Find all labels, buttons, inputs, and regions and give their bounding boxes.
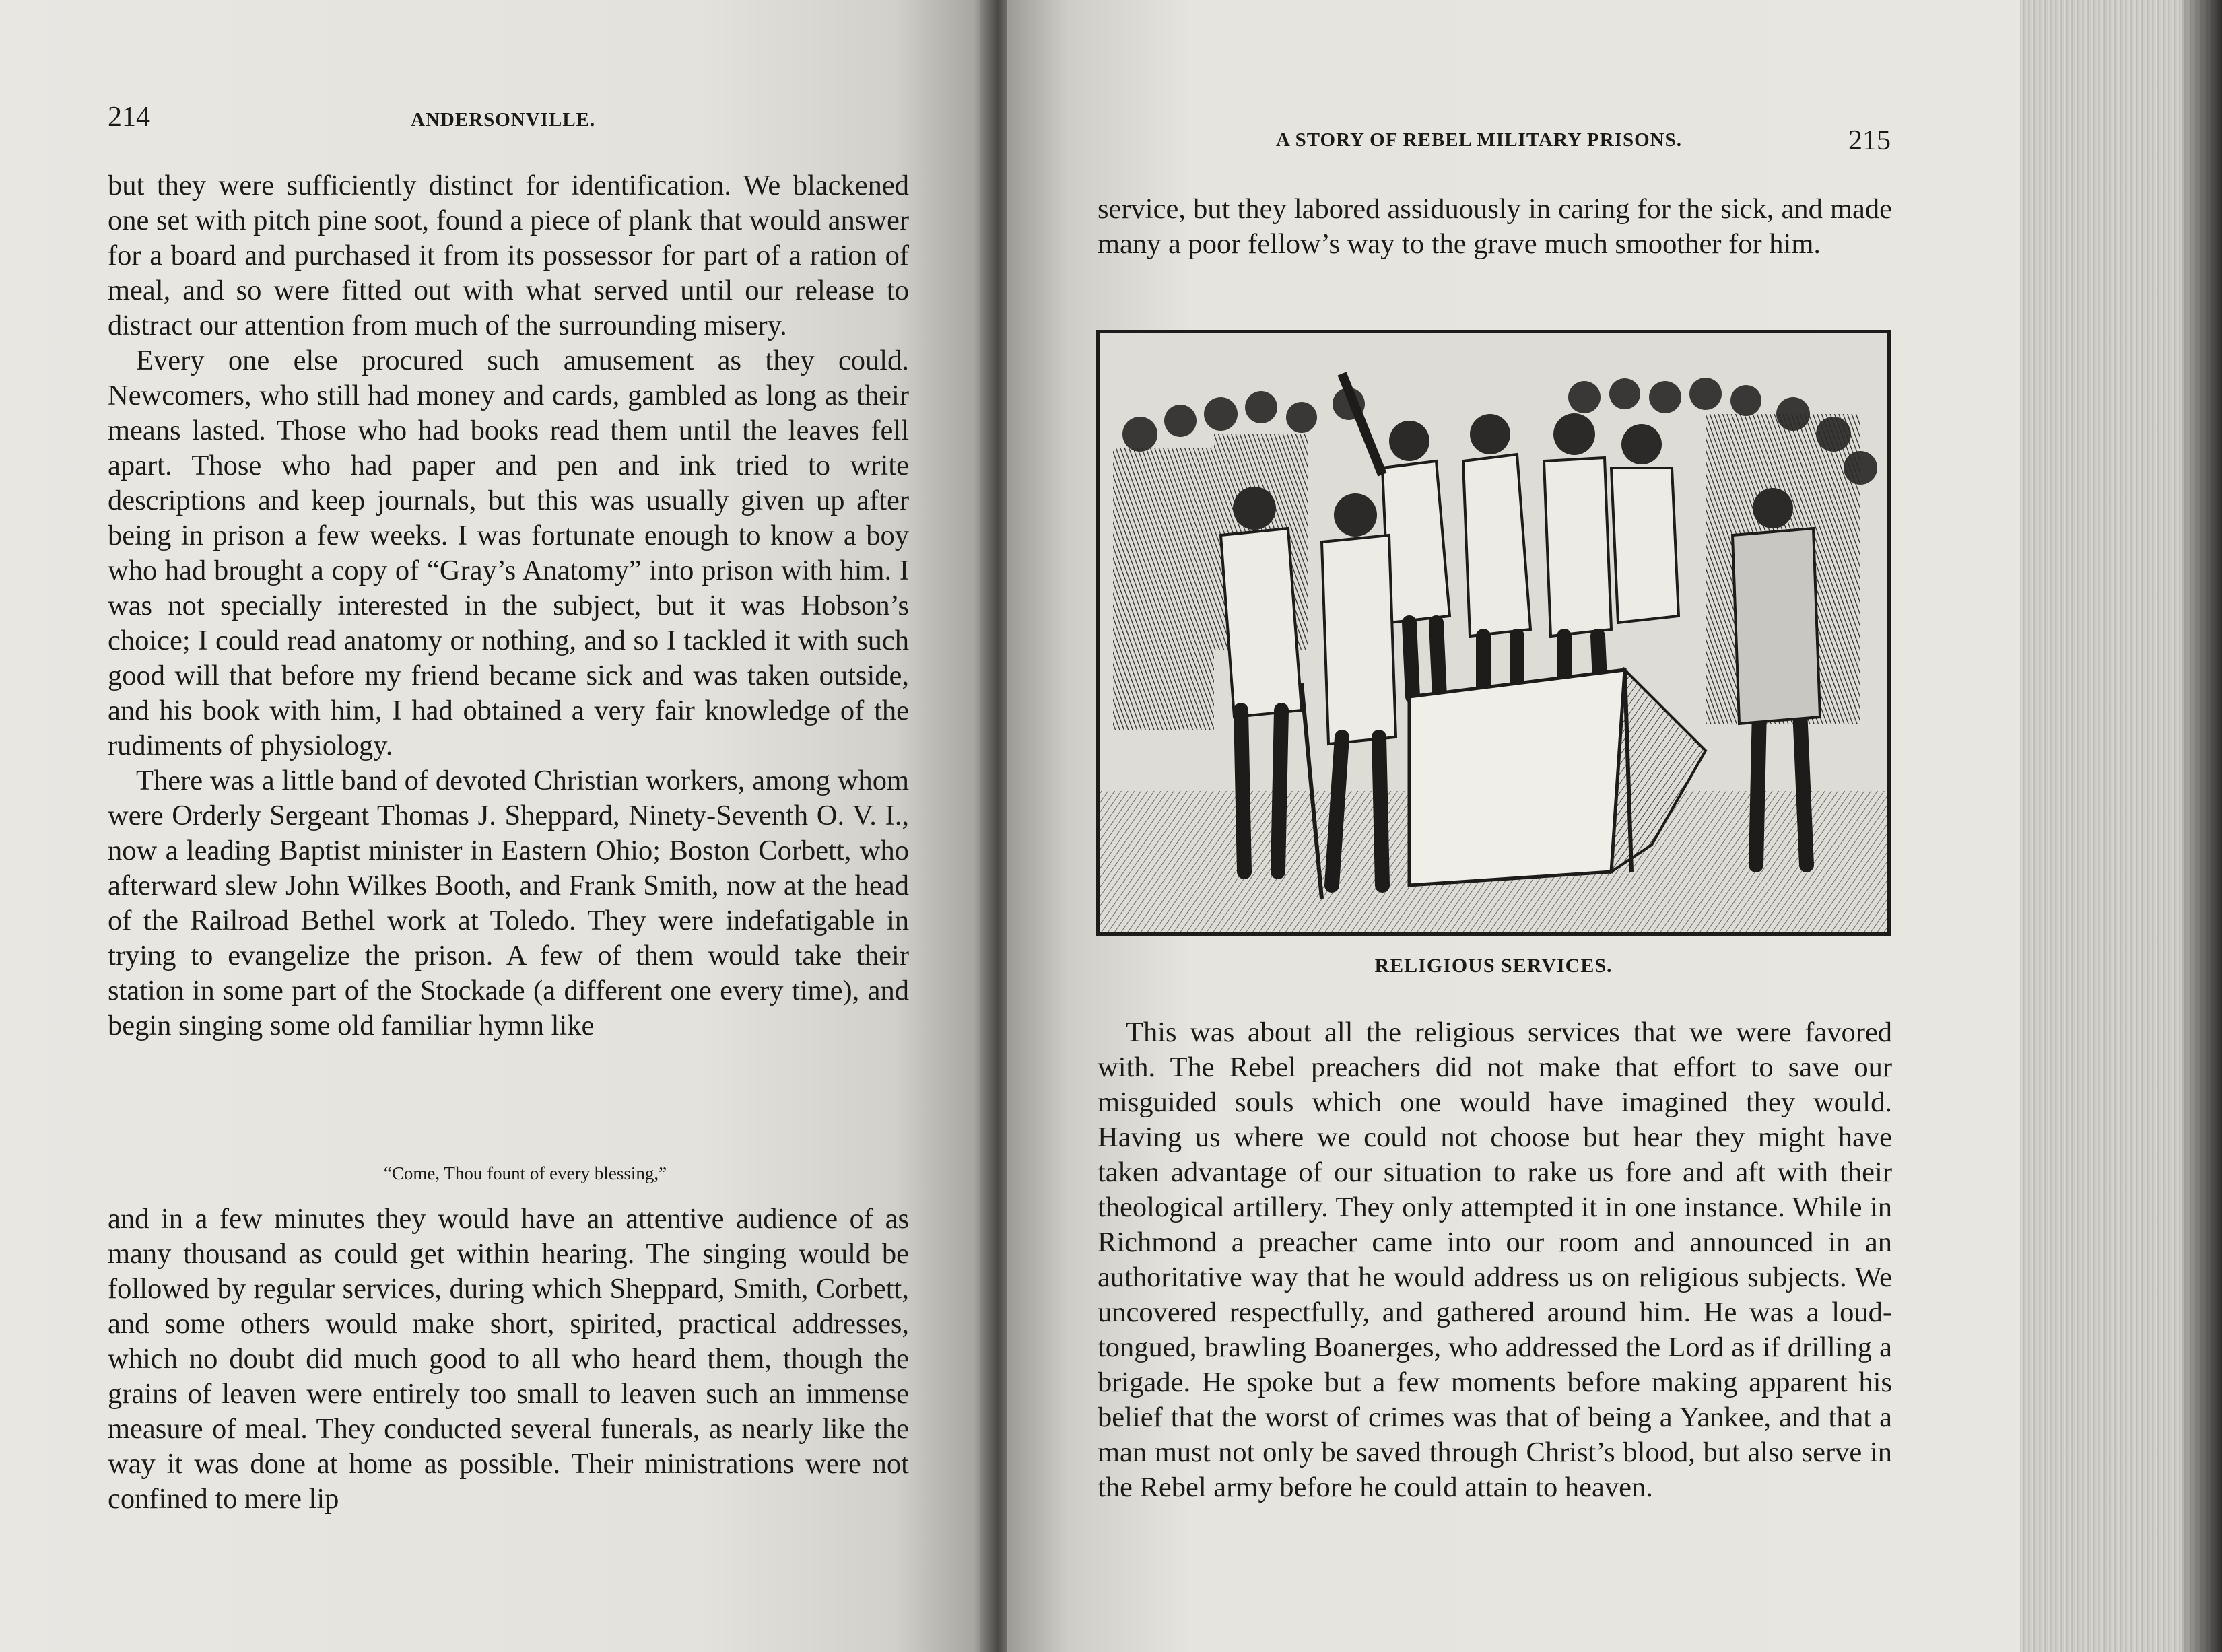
right-paragraph-1: service, but they labored assiduously in caring for the sick, and made many a poor fellow’s way to the grave much smoother for him. [1098, 193, 1892, 260]
hymn-quote: “Come, Thou fount of every blessing,” [383, 1163, 667, 1183]
left-paragraph-4: and in a few minutes they would have an attentive audience of as many thousand as could get within hearing. The singing would be followed by regular services, during which Sheppard, Smith, Corbett, and some others would make short, spirited, practical addresses, which no doubt did much good to all who heard them, though the grains of leaven were entirely too small to leaven such an immense measure of meal. They conducted several funerals, as nearly like the way it was done at home as possible. Their ministrations were not confined to mere lip [108, 1203, 909, 1515]
left-paragraph-1: but they were sufficiently distinct for identification. We blackened one set with pitch pine soot, found a piece of plank that would answer for a board and purchased it from its possessor for part of a ration of meal, and so were fitted out with what served until our release to distract our attention from much of the surrounding misery. [108, 170, 909, 341]
right-running-head: A STORY OF REBEL MILITARY PRISONS. [1276, 129, 1682, 151]
engraving-image [1100, 333, 1887, 932]
right-top-text [1098, 192, 1892, 262]
right-bottom-text [1098, 1015, 1892, 1505]
figure-caption: RELIGIOUS SERVICES. [1374, 955, 1613, 977]
left-paragraph-2: Every one else procured such amusement as they could. Newcomers, who still had money and cards, gambled as long as their means lasted. Those who had books read them until the leaves fell apart. Those who had paper and pen and ink tried to write descriptions and keep journals, but this was usually given up after being in prison a few weeks. I was fortunate enough to know a boy who had brought a copy of “Gray’s Anatomy” into prison with him. I was not specially interested in the subject, but it was Hobson’s choice; I could read anatomy or nothing, and so I tackled it with such good will that before my friend became sick and was taken outside, and his book with him, I had obtained a very fair knowledge of the rudiments of physiology. [108, 345, 909, 761]
right-paragraph-2: This was about all the religious services that we were favored with. The Rebel preachers did not make that effort to save our misguided souls which one would have imagined they would. Having us where we could not choose but hear they might have taken advantage of our situation to rake us fore and aft with their theological artillery. They only attempted it in one instance. While in Richmond a preacher came into our room and announced in an authoritative way that he would address us on religious subjects. We uncovered respectfully, and gathered around him. He was a loud-tongued, brawling Boanerges, who addressed the Lord as if drilling a brigade. He spoke but a few moments before making apparent his belief that the worst of crimes was that of being a Yankee, and that a man must not only be saved through Christ’s blood, but also serve in the Rebel army before he could attain to heaven. [1098, 1017, 1892, 1503]
page-edges [2020, 0, 2222, 1652]
left-running-head: ANDERSONVILLE. [411, 109, 596, 131]
religious-services-illustration [1096, 330, 1891, 936]
left-paragraph-3: There was a little band of devoted Christian workers, among whom were Orderly Sergeant Thomas J. Sheppard, Ninety-Seventh O. V. I., now a leading Baptist minister in Eastern Ohio; Boston Corbett, who afterward slew John Wilkes Booth, and Frank Smith, now at the head of the Railroad Bethel work at Toledo. They were indefatigable in trying to evangelize the prison. A few of them would take their station in some part of the Stockade (a different one every time), and begin singing some old familiar hymn like [108, 765, 909, 1041]
right-page-number: 215 [1848, 125, 1891, 156]
left-body-text [108, 168, 909, 1043]
left-page-number: 214 [108, 102, 150, 133]
left-continuation-text [108, 1202, 909, 1517]
